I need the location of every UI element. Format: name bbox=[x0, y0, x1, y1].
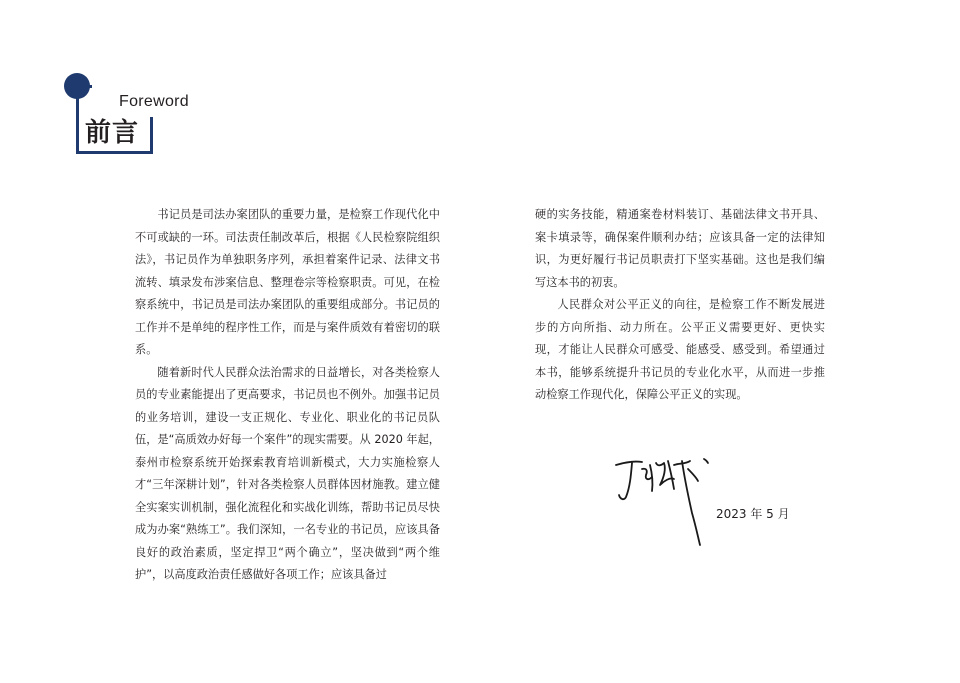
foreword-header bbox=[0, 0, 220, 170]
right-column bbox=[535, 204, 825, 407]
signature-date: 2023 年 5 月 bbox=[716, 507, 790, 521]
paragraph: 随着新时代人民群众法治需求的日益增长，对各类检察人员的专业素能提出了更高要求，书记员也不例外。加强书记员的业务培训，建设一支正规化、专业化、职业化的书记员队伍，是“高质效办好每一个案件”的现实需要。从 2020 年起，泰州市检察系统开始探索教育培训新模式，大力实施检察人才“三年深耕计划”，针对各类检察人员群体因材施教。建立健全实案实训机制，强化流程化和实战化训练，帮助书记员尽快成为办案“熟练工”。我们深知，一名专业的书记员，应该具备良好的政治素质，坚定捍卫“两个确立”，坚决做到“两个维护”，以高度政治责任感做好各项工作；应该具备过 bbox=[135, 365, 440, 581]
english-title: Foreword bbox=[119, 93, 189, 110]
accent-dot bbox=[64, 73, 90, 99]
paragraph: 硬的实务技能，精通案卷材料装订、基础法律文书开具、案卡填录等，确保案件顺利办结；应该具备一定的法律知识，为更好履行书记员职责打下坚实基础。这也是我们编写这本书的初衷。 bbox=[535, 208, 825, 289]
paragraph: 书记员是司法办案团队的重要力量，是检察工作现代化中不可或缺的一环。司法责任制改革后，根据《人民检察院组织法》，书记员作为单独职务序列，承担着案件记录、法律文书流转、填录发布涉案信息、整理卷宗等检察职责。可见，在检察系统中，书记员是司法办案团队的重要组成部分。书记员的工作并不是单纯的程序性工作，而是与案件质效有着密切的联系。 bbox=[135, 208, 440, 356]
handwritten-signature bbox=[612, 455, 722, 550]
left-column bbox=[135, 204, 440, 587]
chinese-title: 前言 bbox=[85, 118, 140, 148]
paragraph: 人民群众对公平正义的向往，是检察工作不断发展进步的方向所指、动力所在。公平正义需要更好、更快实现，才能让人民群众可感受、能感受、感受到。希望通过本书，能够系统提升书记员的专业化水平，从而进一步推动检察工作现代化，保障公平正义的实现。 bbox=[535, 298, 825, 401]
